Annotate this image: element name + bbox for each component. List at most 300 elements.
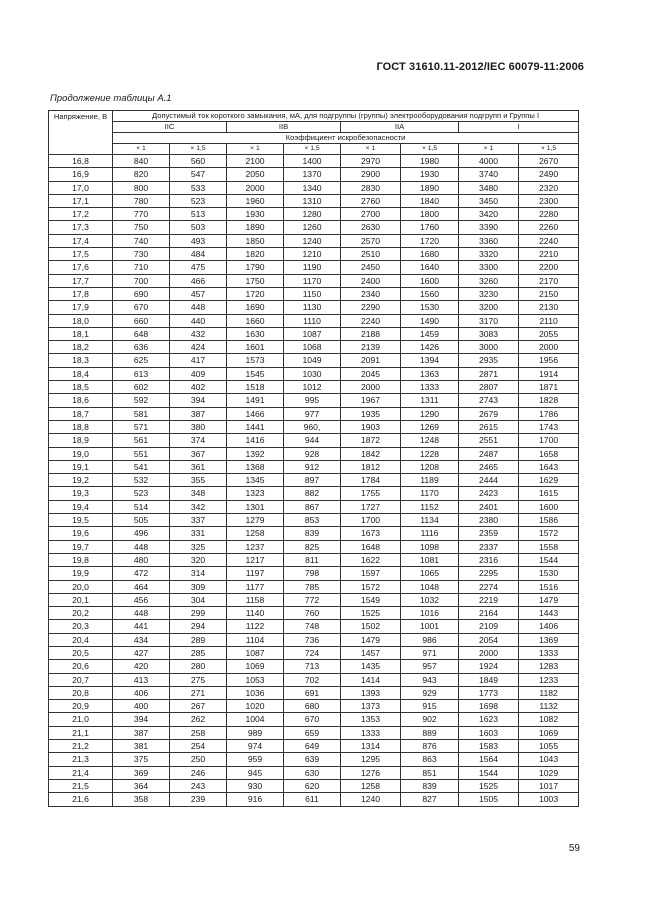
current-cell: 2490	[519, 168, 579, 181]
current-cell: 625	[113, 354, 170, 367]
table-row	[49, 301, 579, 314]
voltage-cell: 17,7	[49, 274, 113, 287]
current-cell: 639	[284, 753, 341, 766]
table-row	[49, 620, 579, 633]
table-row	[49, 341, 579, 354]
current-cell: 730	[113, 248, 170, 261]
current-cell: 1549	[341, 593, 401, 606]
current-cell: 503	[170, 221, 227, 234]
current-cell: 1743	[519, 420, 579, 433]
current-cell: 1110	[284, 314, 341, 327]
table-row	[49, 474, 579, 487]
current-cell: 2807	[459, 381, 519, 394]
table-row	[49, 155, 579, 168]
current-cell: 613	[113, 367, 170, 380]
voltage-cell: 21,5	[49, 779, 113, 792]
voltage-cell: 18,4	[49, 367, 113, 380]
current-cell: 1491	[227, 394, 284, 407]
table-row	[49, 248, 579, 261]
current-cell: 1087	[284, 327, 341, 340]
voltage-cell: 19,7	[49, 540, 113, 553]
current-cell: 876	[401, 740, 459, 753]
current-cell: 1544	[519, 553, 579, 566]
current-cell: 541	[113, 460, 170, 473]
table-row	[49, 726, 579, 739]
current-cell: 1189	[401, 474, 459, 487]
current-cell: 3420	[459, 208, 519, 221]
current-cell: 1773	[459, 686, 519, 699]
current-cell: 700	[113, 274, 170, 287]
current-cell: 1871	[519, 381, 579, 394]
current-cell: 1340	[284, 181, 341, 194]
table-row	[49, 567, 579, 580]
current-cell: 2320	[519, 181, 579, 194]
current-cell: 387	[170, 407, 227, 420]
table-row	[49, 420, 579, 433]
voltage-cell: 17,1	[49, 194, 113, 207]
table-row	[49, 713, 579, 726]
current-cell: 2240	[341, 314, 401, 327]
current-cell: 1001	[401, 620, 459, 633]
voltage-cell: 19,9	[49, 567, 113, 580]
voltage-cell: 20,7	[49, 673, 113, 686]
voltage-cell: 18,5	[49, 381, 113, 394]
current-cell: 1750	[227, 274, 284, 287]
current-cell: 1648	[341, 540, 401, 553]
current-cell: 916	[227, 793, 284, 806]
current-cell: 974	[227, 740, 284, 753]
current-cell: 1435	[341, 660, 401, 673]
current-cell: 2871	[459, 367, 519, 380]
current-cell: 1170	[284, 274, 341, 287]
current-cell: 2000	[227, 181, 284, 194]
current-cell: 2055	[519, 327, 579, 340]
current-cell: 2000	[459, 646, 519, 659]
current-cell: 2295	[459, 567, 519, 580]
current-cell: 2000	[519, 341, 579, 354]
current-cell: 246	[170, 766, 227, 779]
current-cell: 258	[170, 726, 227, 739]
current-cell: 1283	[519, 660, 579, 673]
current-cell: 475	[170, 261, 227, 274]
current-cell: 3450	[459, 194, 519, 207]
current-cell: 1600	[401, 274, 459, 287]
current-cell: 2300	[519, 194, 579, 207]
current-cell: 2400	[341, 274, 401, 287]
current-cell: 1012	[284, 381, 341, 394]
table-row	[49, 500, 579, 513]
current-cell: 897	[284, 474, 341, 487]
current-cell: 2359	[459, 527, 519, 540]
current-cell: 2240	[519, 234, 579, 247]
current-cell: 1370	[284, 168, 341, 181]
voltage-cell: 17,0	[49, 181, 113, 194]
table-row	[49, 633, 579, 646]
current-cell: 1457	[341, 646, 401, 659]
current-cell: 863	[401, 753, 459, 766]
current-cell: 472	[113, 567, 170, 580]
current-cell: 636	[113, 341, 170, 354]
current-cell: 331	[170, 527, 227, 540]
voltage-cell: 18,6	[49, 394, 113, 407]
current-cell: 4000	[459, 155, 519, 168]
voltage-cell: 18,3	[49, 354, 113, 367]
current-cell: 1790	[227, 261, 284, 274]
table-row	[49, 646, 579, 659]
current-cell: 3480	[459, 181, 519, 194]
current-cell: 440	[170, 314, 227, 327]
current-cell: 448	[113, 540, 170, 553]
current-cell: 239	[170, 793, 227, 806]
current-cell: 1177	[227, 580, 284, 593]
current-cell: 432	[170, 327, 227, 340]
current-cell: 364	[113, 779, 170, 792]
current-cell: 262	[170, 713, 227, 726]
current-cell: 254	[170, 740, 227, 753]
voltage-cell: 18,8	[49, 420, 113, 433]
current-cell: 457	[170, 287, 227, 300]
current-cell: 1301	[227, 500, 284, 513]
current-cell: 1600	[519, 500, 579, 513]
current-cell: 1081	[401, 553, 459, 566]
current-cell: 1849	[459, 673, 519, 686]
table-row	[49, 381, 579, 394]
current-cell: 2743	[459, 394, 519, 407]
current-cell: 2280	[519, 208, 579, 221]
voltage-cell: 20,1	[49, 593, 113, 606]
current-cell: 374	[170, 434, 227, 447]
current-cell: 1872	[341, 434, 401, 447]
factor-header: × 1	[227, 144, 284, 155]
table-row	[49, 766, 579, 779]
current-cell: 3170	[459, 314, 519, 327]
table-row	[49, 487, 579, 500]
current-cell: 1394	[401, 354, 459, 367]
current-cell: 3000	[459, 341, 519, 354]
current-cell: 2100	[227, 155, 284, 168]
current-cell: 387	[113, 726, 170, 739]
current-cell: 1545	[227, 367, 284, 380]
current-cell: 1820	[227, 248, 284, 261]
voltage-cell: 17,9	[49, 301, 113, 314]
current-cell: 1333	[341, 726, 401, 739]
current-cell: 1956	[519, 354, 579, 367]
table-row	[49, 221, 579, 234]
current-cell: 289	[170, 633, 227, 646]
voltage-cell: 19,1	[49, 460, 113, 473]
current-cell: 660	[113, 314, 170, 327]
voltage-cell: 17,5	[49, 248, 113, 261]
voltage-cell: 17,8	[49, 287, 113, 300]
current-cell: 2164	[459, 607, 519, 620]
current-cell: 611	[284, 793, 341, 806]
current-cell: 1601	[227, 341, 284, 354]
current-cell: 299	[170, 607, 227, 620]
current-cell: 971	[401, 646, 459, 659]
current-cell: 1130	[284, 301, 341, 314]
current-cell: 2050	[227, 168, 284, 181]
current-cell: 825	[284, 540, 341, 553]
current-cell: 484	[170, 248, 227, 261]
current-cell: 2380	[459, 514, 519, 527]
current-cell: 1903	[341, 420, 401, 433]
current-cell: 493	[170, 234, 227, 247]
current-cell: 750	[113, 221, 170, 234]
current-cell: 1158	[227, 593, 284, 606]
current-cell: 1583	[459, 740, 519, 753]
current-cell: 1152	[401, 500, 459, 513]
current-cell: 3230	[459, 287, 519, 300]
current-cell: 466	[170, 274, 227, 287]
current-cell: 1392	[227, 447, 284, 460]
current-cell: 1020	[227, 700, 284, 713]
voltage-cell: 21,6	[49, 793, 113, 806]
current-cell: 1353	[341, 713, 401, 726]
current-cell: 882	[284, 487, 341, 500]
voltage-cell: 19,5	[49, 514, 113, 527]
current-cell: 1048	[401, 580, 459, 593]
current-cell: 1490	[401, 314, 459, 327]
current-cell: 361	[170, 460, 227, 473]
current-cell: 620	[284, 779, 341, 792]
current-cell: 1016	[401, 607, 459, 620]
current-cell: 1479	[519, 593, 579, 606]
current-cell: 369	[113, 766, 170, 779]
current-cell: 1055	[519, 740, 579, 753]
voltage-cell: 21,0	[49, 713, 113, 726]
current-cell: 1597	[341, 567, 401, 580]
voltage-cell: 21,3	[49, 753, 113, 766]
current-cell: 413	[113, 673, 170, 686]
current-cell: 1466	[227, 407, 284, 420]
current-cell: 977	[284, 407, 341, 420]
group-header: IIC	[113, 122, 227, 133]
current-cell: 2150	[519, 287, 579, 300]
current-cell: 1069	[227, 660, 284, 673]
current-cell: 943	[401, 673, 459, 686]
current-cell: 827	[401, 793, 459, 806]
current-cell: 1502	[341, 620, 401, 633]
voltage-cell: 20,3	[49, 620, 113, 633]
current-cell: 960,	[284, 420, 341, 433]
factor-header: × 1,5	[401, 144, 459, 155]
current-cell: 1720	[227, 287, 284, 300]
current-cell: 1516	[519, 580, 579, 593]
current-cell: 1003	[519, 793, 579, 806]
voltage-cell: 20,0	[49, 580, 113, 593]
current-cell: 1525	[341, 607, 401, 620]
table-caption: Продолжение таблицы А.1	[50, 93, 172, 104]
table-row	[49, 660, 579, 673]
current-cell: 285	[170, 646, 227, 659]
current-cell: 1237	[227, 540, 284, 553]
current-cell: 1414	[341, 673, 401, 686]
current-cell: 367	[170, 447, 227, 460]
current-cell: 772	[284, 593, 341, 606]
table-row	[49, 607, 579, 620]
factors-row	[49, 144, 579, 155]
current-cell: 581	[113, 407, 170, 420]
current-cell: 1640	[401, 261, 459, 274]
current-cell: 1842	[341, 447, 401, 460]
current-cell: 630	[284, 766, 341, 779]
voltage-cell: 21,2	[49, 740, 113, 753]
current-cell: 867	[284, 500, 341, 513]
current-cell: 800	[113, 181, 170, 194]
current-cell: 724	[284, 646, 341, 659]
current-cell: 2170	[519, 274, 579, 287]
voltage-cell: 18,7	[49, 407, 113, 420]
group-header: I	[459, 122, 579, 133]
voltage-cell: 20,8	[49, 686, 113, 699]
table-row	[49, 540, 579, 553]
current-cell: 294	[170, 620, 227, 633]
current-cell: 304	[170, 593, 227, 606]
table-row	[49, 354, 579, 367]
voltage-cell: 19,8	[49, 553, 113, 566]
current-cell: 2139	[341, 341, 401, 354]
current-cell: 1333	[401, 381, 459, 394]
current-cell: 1560	[401, 287, 459, 300]
current-cell: 1104	[227, 633, 284, 646]
voltage-cell: 20,9	[49, 700, 113, 713]
current-cell: 427	[113, 646, 170, 659]
current-cell: 592	[113, 394, 170, 407]
current-cell: 1479	[341, 633, 401, 646]
voltage-cell: 19,4	[49, 500, 113, 513]
group-header: IIA	[341, 122, 459, 133]
current-cell: 314	[170, 567, 227, 580]
current-cell: 275	[170, 673, 227, 686]
current-cell: 547	[170, 168, 227, 181]
current-cell: 659	[284, 726, 341, 739]
current-cell: 713	[284, 660, 341, 673]
current-cell: 1373	[341, 700, 401, 713]
current-cell: 710	[113, 261, 170, 274]
current-cell: 2340	[341, 287, 401, 300]
current-cell: 2000	[341, 381, 401, 394]
current-cell: 1680	[401, 248, 459, 261]
current-cell: 571	[113, 420, 170, 433]
current-cell: 986	[401, 633, 459, 646]
voltage-cell: 20,4	[49, 633, 113, 646]
current-cell: 1208	[401, 460, 459, 473]
current-cell: 532	[113, 474, 170, 487]
table-row	[49, 181, 579, 194]
current-cell: 3200	[459, 301, 519, 314]
current-cell: 670	[284, 713, 341, 726]
current-cell: 561	[113, 434, 170, 447]
current-cell: 3300	[459, 261, 519, 274]
table-row	[49, 234, 579, 247]
table-row	[49, 700, 579, 713]
current-cell: 1132	[519, 700, 579, 713]
current-cell: 2337	[459, 540, 519, 553]
current-cell: 915	[401, 700, 459, 713]
current-cell: 1248	[401, 434, 459, 447]
table-row	[49, 314, 579, 327]
current-cell: 409	[170, 367, 227, 380]
current-cell: 2935	[459, 354, 519, 367]
current-cell: 2760	[341, 194, 401, 207]
current-cell: 1930	[227, 208, 284, 221]
voltage-cell: 20,5	[49, 646, 113, 659]
current-cell: 1182	[519, 686, 579, 699]
current-cell: 770	[113, 208, 170, 221]
current-cell: 1700	[519, 434, 579, 447]
current-cell: 740	[113, 234, 170, 247]
table-row	[49, 407, 579, 420]
current-cell: 1720	[401, 234, 459, 247]
current-cell: 3390	[459, 221, 519, 234]
current-cell: 2188	[341, 327, 401, 340]
current-cell: 325	[170, 540, 227, 553]
current-cell: 989	[227, 726, 284, 739]
current-cell: 1914	[519, 367, 579, 380]
current-cell: 2045	[341, 367, 401, 380]
current-cell: 1800	[401, 208, 459, 221]
current-cell: 2054	[459, 633, 519, 646]
current-cell: 2423	[459, 487, 519, 500]
current-cell: 811	[284, 553, 341, 566]
current-cell: 342	[170, 500, 227, 513]
current-cell: 309	[170, 580, 227, 593]
current-cell: 1660	[227, 314, 284, 327]
current-cell: 680	[284, 700, 341, 713]
current-cell: 1890	[227, 221, 284, 234]
current-cell: 1240	[284, 234, 341, 247]
current-cell: 1068	[284, 341, 341, 354]
current-cell: 1622	[341, 553, 401, 566]
current-cell: 1197	[227, 567, 284, 580]
current-cell: 1190	[284, 261, 341, 274]
voltage-cell: 18,0	[49, 314, 113, 327]
table-row	[49, 779, 579, 792]
current-cell: 1698	[459, 700, 519, 713]
current-cell: 1586	[519, 514, 579, 527]
current-cell: 1426	[401, 341, 459, 354]
current-cell: 1311	[401, 394, 459, 407]
current-cell: 1279	[227, 514, 284, 527]
current-cell: 456	[113, 593, 170, 606]
current-cell: 670	[113, 301, 170, 314]
current-cell: 1030	[284, 367, 341, 380]
voltage-cell: 17,2	[49, 208, 113, 221]
current-cell: 320	[170, 553, 227, 566]
current-cell: 1036	[227, 686, 284, 699]
current-cell: 267	[170, 700, 227, 713]
current-cell: 1087	[227, 646, 284, 659]
current-cell: 691	[284, 686, 341, 699]
current-cell: 1505	[459, 793, 519, 806]
current-cell: 375	[113, 753, 170, 766]
voltage-cell: 19,2	[49, 474, 113, 487]
current-cell: 480	[113, 553, 170, 566]
voltage-cell: 20,2	[49, 607, 113, 620]
data-table	[48, 110, 579, 807]
current-cell: 1400	[284, 155, 341, 168]
voltage-cell: 16,8	[49, 155, 113, 168]
current-cell: 1029	[519, 766, 579, 779]
current-cell: 434	[113, 633, 170, 646]
current-cell: 1280	[284, 208, 341, 221]
current-cell: 1629	[519, 474, 579, 487]
current-cell: 2900	[341, 168, 401, 181]
voltage-cell: 18,1	[49, 327, 113, 340]
current-cell: 1658	[519, 447, 579, 460]
current-cell: 1260	[284, 221, 341, 234]
current-cell: 945	[227, 766, 284, 779]
